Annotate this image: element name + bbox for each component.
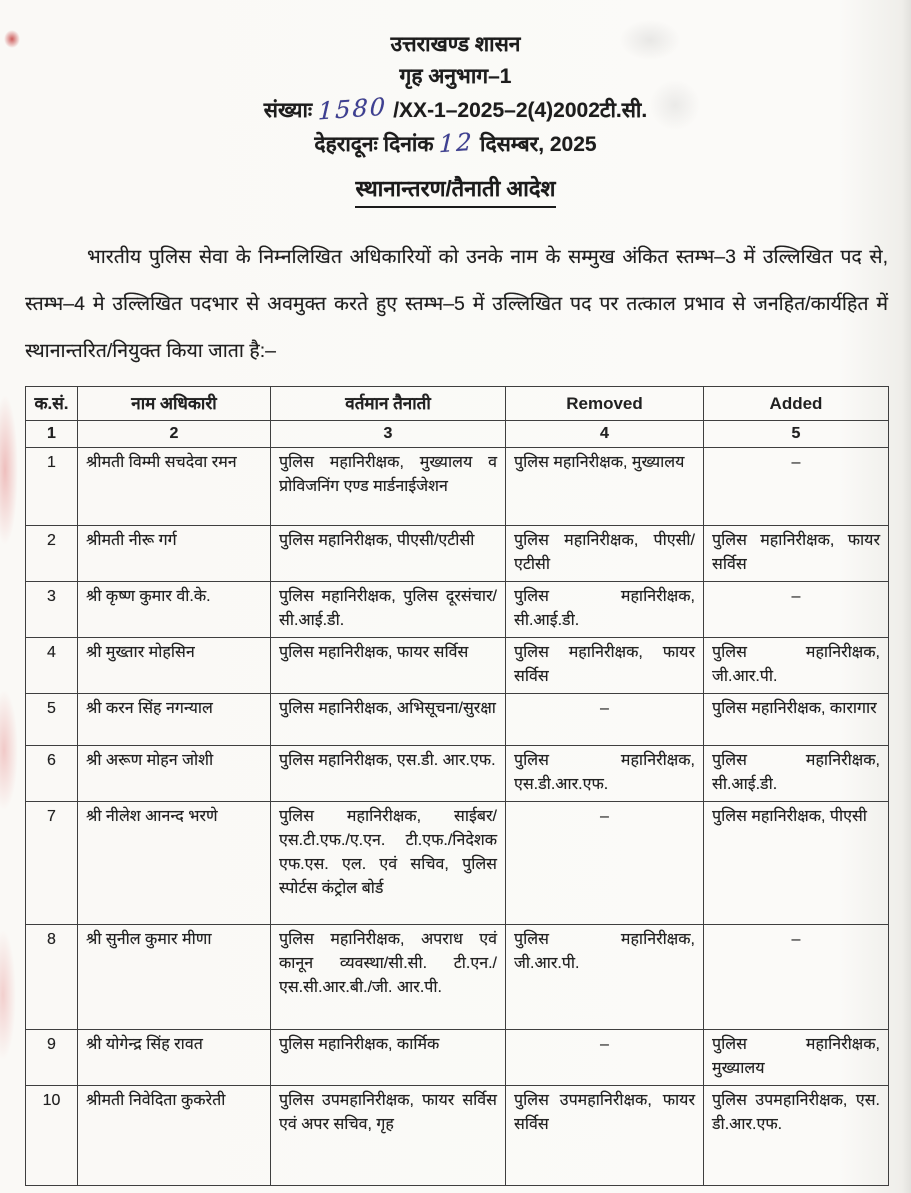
cell-added: – xyxy=(704,448,889,526)
cell-sno: 9 xyxy=(26,1030,78,1086)
col-header-removed: Removed xyxy=(506,387,704,421)
cell-current-posting: पुलिस महानिरीक्षक, फायर सर्विस xyxy=(271,638,506,694)
cell-sno: 3 xyxy=(26,582,78,638)
cell-current-posting: पुलिस महानिरीक्षक, एस.डी. आर.एफ. xyxy=(271,746,506,802)
org-name: उत्तराखण्ड शासन xyxy=(390,33,521,56)
cell-added: पुलिस उपमहानिरीक्षक, एस. डी.आर.एफ. xyxy=(704,1086,889,1186)
scan-smudge-pink xyxy=(0,930,16,1060)
cell-sno: 10 xyxy=(26,1086,78,1186)
col-number: 2 xyxy=(78,421,271,448)
col-header-sno: क.सं. xyxy=(26,387,78,421)
document-title: स्थानान्तरण/तैनाती आदेश xyxy=(355,173,555,208)
cell-added: पुलिस महानिरीक्षक, सी.आई.डी. xyxy=(704,746,889,802)
cell-removed: पुलिस महानिरीक्षक, पीएसी/एटीसी xyxy=(506,526,704,582)
table-row xyxy=(26,448,889,526)
place-date-line xyxy=(0,128,911,160)
place-date-prefix: देहरादूनः दिनांक xyxy=(314,133,434,156)
date-rest: दिसम्बर, 2025 xyxy=(480,133,597,156)
scan-smudge-pink xyxy=(0,690,18,810)
cell-added: पुलिस महानिरीक्षक, जी.आर.पी. xyxy=(704,638,889,694)
column-number-row xyxy=(26,421,889,448)
col-header-added: Added xyxy=(704,387,889,421)
order-number-line xyxy=(0,94,911,126)
table-row xyxy=(26,1030,889,1086)
cell-officer-name: श्रीमती विम्मी सचदेवा रमन xyxy=(78,448,271,526)
cell-added: – xyxy=(704,582,889,638)
col-number: 5 xyxy=(704,421,889,448)
cell-added: पुलिस महानिरीक्षक, कारागार xyxy=(704,694,889,746)
cell-officer-name: श्री अरूण मोहन जोशी xyxy=(78,746,271,802)
number-rest: /XX-1–2025–2(4)2002टी.सी. xyxy=(393,99,648,122)
cell-officer-name: श्री कृष्ण कुमार वी.के. xyxy=(78,582,271,638)
cell-removed: पुलिस महानिरीक्षक, मुख्यालय xyxy=(506,448,704,526)
table-row xyxy=(26,802,889,925)
table-row xyxy=(26,925,889,1030)
col-number: 1 xyxy=(26,421,78,448)
cell-sno: 8 xyxy=(26,925,78,1030)
cell-current-posting: पुलिस महानिरीक्षक, अभिसूचना/सुरक्षा xyxy=(271,694,506,746)
cell-sno: 5 xyxy=(26,694,78,746)
cell-added: पुलिस महानिरीक्षक, मुख्यालय xyxy=(704,1030,889,1086)
table-row xyxy=(26,1086,889,1186)
table-row xyxy=(26,638,889,694)
cell-removed: – xyxy=(506,694,704,746)
cell-officer-name: श्री सुनील कुमार मीणा xyxy=(78,925,271,1030)
document-header xyxy=(0,0,911,208)
cell-sno: 2 xyxy=(26,526,78,582)
col-number: 3 xyxy=(271,421,506,448)
cell-current-posting: पुलिस महानिरीक्षक, अपराध एवं कानून व्यवस्था/सी.सी. टी.एन./एस.सी.आर.बी./जी. आर.पी. xyxy=(271,925,506,1030)
cell-removed: पुलिस उपमहानिरीक्षक, फायर सर्विस xyxy=(506,1086,704,1186)
table-row xyxy=(26,746,889,802)
cell-sno: 1 xyxy=(26,448,78,526)
col-number: 4 xyxy=(506,421,704,448)
cell-current-posting: पुलिस उपमहानिरीक्षक, फायर सर्विस एवं अपर सचिव, गृह xyxy=(271,1086,506,1186)
handwritten-order-number: 1580 xyxy=(317,92,388,126)
cell-sno: 6 xyxy=(26,746,78,802)
cell-sno: 7 xyxy=(26,802,78,925)
number-label: संख्याः xyxy=(263,99,313,122)
section-name: गृह अनुभाग–1 xyxy=(399,65,512,88)
col-header-current-posting: वर्तमान तैनाती xyxy=(271,387,506,421)
cell-removed: पुलिस महानिरीक्षक, जी.आर.पी. xyxy=(506,925,704,1030)
cell-removed: पुलिस महानिरीक्षक, फायर सर्विस xyxy=(506,638,704,694)
cell-current-posting: पुलिस महानिरीक्षक, कार्मिक xyxy=(271,1030,506,1086)
cell-officer-name: श्री योगेन्द्र सिंह रावत xyxy=(78,1030,271,1086)
cell-removed: – xyxy=(506,1030,704,1086)
cell-officer-name: श्रीमती निवेदिता कुकरेती xyxy=(78,1086,271,1186)
cell-removed: पुलिस महानिरीक्षक, सी.आई.डी. xyxy=(506,582,704,638)
cell-officer-name: श्री मुख्तार मोहसिन xyxy=(78,638,271,694)
col-header-officer-name: नाम अधिकारी xyxy=(78,387,271,421)
intro-paragraph: भारतीय पुलिस सेवा के निम्नलिखित अधिकारियों को उनके नाम के सम्मुख अंकित स्तम्भ–3 में उल्लिखित पद से, स्तम्भ–4 मे उल्लिखित पदभार से अवमुक्त करते हुए स्तम्भ–5 में उल्लिखित पद पर तत्काल प्रभाव से जनहित/कार्यहित में स्थानान्तरित/नियुक्त किया जाता है:– xyxy=(25,246,888,362)
cell-officer-name: श्रीमती नीरू गर्ग xyxy=(78,526,271,582)
cell-sno: 4 xyxy=(26,638,78,694)
scan-smudge-pink xyxy=(0,395,18,545)
cell-current-posting: पुलिस महानिरीक्षक, पुलिस दूरसंचार/सी.आई.डी. xyxy=(271,582,506,638)
table-row xyxy=(26,694,889,746)
table-row xyxy=(26,526,889,582)
handwritten-date: 12 xyxy=(439,127,475,159)
table-header-row xyxy=(26,387,889,421)
transfer-order-table xyxy=(25,386,889,1186)
cell-current-posting: पुलिस महानिरीक्षक, पीएसी/एटीसी xyxy=(271,526,506,582)
cell-removed: – xyxy=(506,802,704,925)
cell-added: – xyxy=(704,925,889,1030)
cell-added: पुलिस महानिरीक्षक, पीएसी xyxy=(704,802,889,925)
cell-officer-name: श्री नीलेश आनन्द भरणे xyxy=(78,802,271,925)
cell-current-posting: पुलिस महानिरीक्षक, मुख्यालय व प्रोविजनिंग एण्ड मार्डनाईजेशन xyxy=(271,448,506,526)
table-row xyxy=(26,582,889,638)
cell-removed: पुलिस महानिरीक्षक, एस.डी.आर.एफ. xyxy=(506,746,704,802)
cell-officer-name: श्री करन सिंह नगन्याल xyxy=(78,694,271,746)
cell-added: पुलिस महानिरीक्षक, फायर सर्विस xyxy=(704,526,889,582)
cell-current-posting: पुलिस महानिरीक्षक, साईबर/एस.टी.एफ./ए.एन. टी.एफ./निदेशक एफ.एस. एल. एवं सचिव, पुलिस स्पोर्टस कंट्रोल बोर्ड xyxy=(271,802,506,925)
